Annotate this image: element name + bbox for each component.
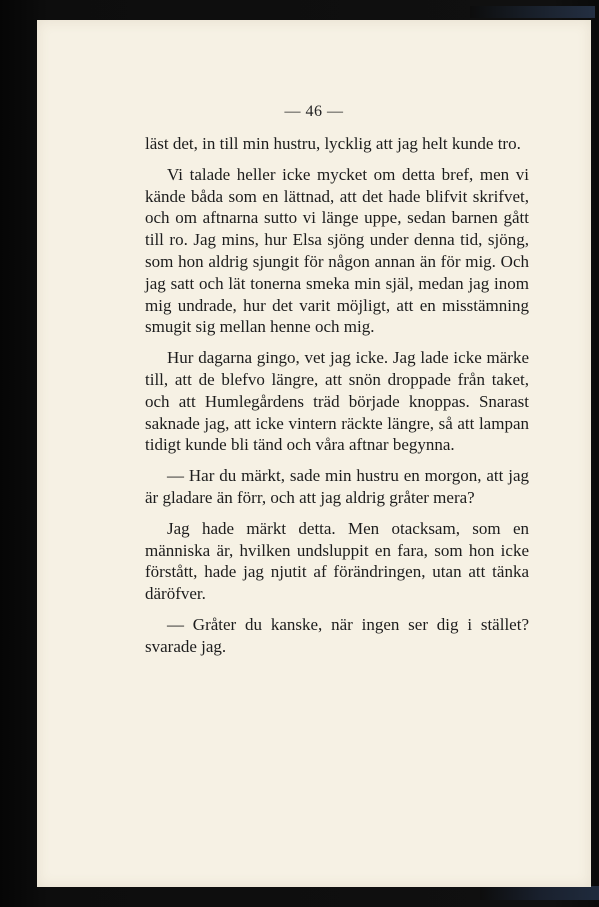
page-text — [145, 133, 529, 667]
book-edge-bottom — [480, 886, 599, 900]
paragraph-6: — Gråter du kanske, när ingen ser dig i stället? svarade jag. — [145, 614, 529, 656]
paragraph-1: läst det, in till min hustru, lycklig att jag helt kunde tro. — [145, 134, 521, 153]
book-edge-top — [470, 6, 595, 18]
paragraph-5: Jag hade märkt detta. Men otacksam, som en människa är, hvilken undsluppit en fara, som hon icke förstått, hade jag njutit af förändringen, utan att tänka däröfver. — [145, 518, 529, 604]
book-page — [37, 20, 591, 887]
paragraph-2: Vi talade heller icke mycket om detta bref, men vi kände båda som en lättnad, att det hade blifvit skrifvet, och om aftnarna sutto vi länge uppe, sedan barnen gått till ro. Jag mins, hur Elsa sjöng under denna tid, sjöng, som hon aldrig sjungit för någon annan än för mig. Och jag satt och lät tonerna smeka min själ, medan jag inom mig undrade, hur det varit möjligt, att en misstämning smugit sig mellan henne och mig. — [145, 164, 529, 337]
paragraph-3: Hur dagarna gingo, vet jag icke. Jag lade icke märke till, att de blefvo längre, att snön droppade från taket, och att Humlegårdens träd började knoppas. Snarast saknade jag, att icke vintern räckte längre, så att lampan tidigt kunde bli tänd och våra aftnar begynna. — [145, 348, 529, 455]
page-number: — 46 — — [284, 103, 344, 120]
paragraph-4: — Har du märkt, sade min hustru en morgon, att jag är gladare än förr, och att jag aldrig gråter mera? — [145, 466, 529, 507]
